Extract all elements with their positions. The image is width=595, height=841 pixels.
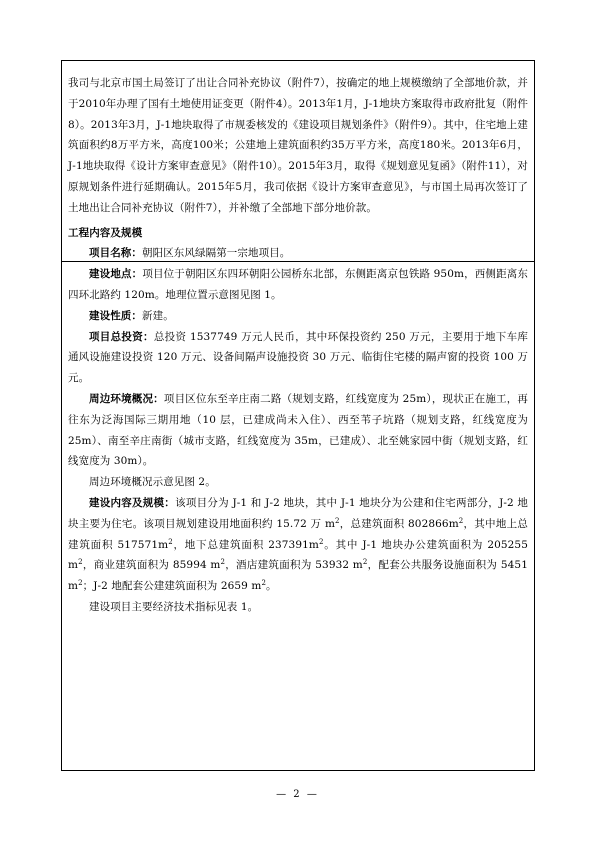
page-number: — 2 —	[276, 789, 319, 800]
table-reference: 建设项目主要经济技术指标见表 1。	[89, 600, 259, 613]
intro-paragraph: 我司与北京市国土局签订了出让合同补充协议（附件7），按确定的地上规模缴纳了全部地价款，并于2010年办理了国有土地使用证变更（附件4）。2013年1月，J-1地块方案取得市政府批复（附件8）。2013年3月，J-1地块取得了市规委核发的《建设项目规划条件》（附件9）。其中，住宅地上建筑面积约8万平方米，高度100米；公建地上建筑面积约35万平方米，高度180米。2013年6月，J-1地块取得《设计方案审查意见》（附件10）。2015年3月，取得《规划意见复函》（附件11），对原规划条件进行延期确认。2015年5月，我司依据《设计方案审查意见》，与市国土局再次签订了土地出让合同补充协议（附件7），并补缴了全部地下部分地价款。	[68, 77, 528, 214]
construction-scale: 建设内容及规模：该项目分为 J-1 和 J-2 地块，其中 J-1 地块分为公建和住宅两部分，J-2 地块主要为住宅。该项目规划建设用地面积约 15.72 万 $m^2$，总建筑面积 $802866m^2$，其中地上总建筑面积 $517571m^2$，地下总建筑面积 $237391m^2$。其中 J-1 地块办公建筑面积为 205255 $m^2$，商业建筑面积为 85994 $m^2$，酒店建筑面积为 53932 $m^2$，配套公共服务设施面积为 5451 $m^2$；J-2 地配套公建建筑面积为 2659 $m^2$。	[68, 496, 528, 593]
surrounding-environment: 周边环境概况：项目区位东至辛庄南二路（规划支路，红线宽度为 25m），现状正在施工，再往东为泛海国际三期用地（10 层，已建成尚未入住）、西至苇子坑路（规划支路，红线宽度为 25m）、南至辛庄南街（城市支路，红线宽度为 35m，已建成）、北至姚家园中街（规划支路，红线宽度为 30m）。	[68, 392, 528, 468]
total-investment: 项目总投资：总投资 1537749 万元人民币，其中环保投资约 250 万元，主要用于地下车库通风设施建设投资 120 万元、设备间隔声设施投资 30 万元、临街住宅楼的隔声窗的投资 100 万元。	[68, 330, 528, 385]
construction-location: 建设地点：项目位于朝阳区东四环朝阳公园桥东北部，东侧距离京包铁路 950m，西侧距离东四环北路约 120m。地理位置示意图见图 1。	[68, 268, 529, 301]
environment-figure-ref: 周边环境概况示意见图 2。	[89, 476, 216, 489]
construction-nature: 建设性质：新建。	[89, 309, 174, 322]
section-heading: 工程内容及规模	[68, 226, 143, 239]
page-content	[68, 73, 528, 618]
document-frame	[61, 60, 535, 771]
project-name: 项目名称：朝阳区东风绿隔第一宗地项目。	[89, 247, 291, 260]
